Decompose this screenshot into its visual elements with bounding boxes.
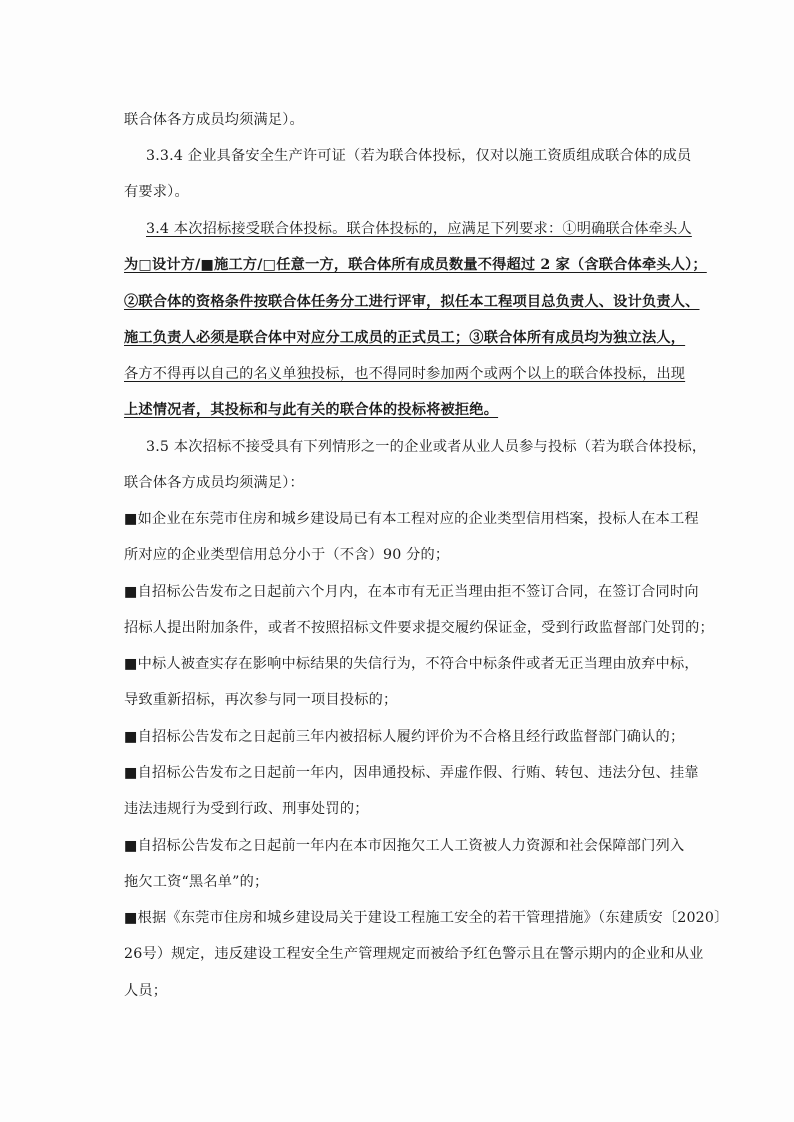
text-line: 施工负责人必须是联合体中对应分工成员的正式员工；③联合体所有成员均为独立法人， <box>124 330 686 346</box>
text-line: 各方不得再以自己的名义单独投标，也不得同时参加两个或两个以上的联合体投标，出现 <box>124 366 686 382</box>
bullet-item: ■自招标公告发布之日起前三年内被招标人履约评价为不合格且经行政监督部门确认的； <box>124 729 685 745</box>
text-line: 26号）规定，违反建设工程安全生产管理规定而被给予红色警示且在警示期内的企业和从业 <box>124 946 704 962</box>
text-line: 导致重新招标，再次参与同一项目投标的； <box>124 692 398 708</box>
bullet-item: ■如企业在东莞市住房和城乡建设局已有本工程对应的企业类型信用档案，投标人在本工程 <box>124 511 699 527</box>
text-line: 所对应的企业类型信用总分小于（不含）90 分的； <box>124 547 450 563</box>
text-line: 有要求）。 <box>124 184 189 200</box>
text-line: ②联合体的资格条件按联合体任务分工进行评审，拟任本工程项目总负责人、设计负责人、 <box>124 294 700 310</box>
text-line-clause-3-3-4: 3.3.4 企业具备安全生产许可证（若为联合体投标，仅对以施工资质组成联合体的成员 <box>146 148 692 164</box>
text-line: 为□设计方/■施工方/□任意一方，联合体所有成员数量不得超过 2 家（含联合体牵头人）； <box>124 257 707 273</box>
bullet-item: ■根据《东莞市住房和城乡建设局关于建设工程施工安全的若干管理措施》（东建质安〔2020〕 <box>124 910 729 926</box>
bullet-item: ■自招标公告发布之日起前一年内，因串通投标、弄虚作假、行贿、转包、违法分包、挂靠 <box>124 765 699 781</box>
text-line: 招标人提出附加条件，或者不按照招标文件要求提交履约保证金，受到行政监督部门处罚的； <box>124 620 714 636</box>
text-line-clause-3-5: 3.5 本次招标不接受具有下列情形之一的企业或者从业人员参与投标（若为联合体投标， <box>146 439 707 455</box>
text-line: 违法违规行为受到行政、刑事处罚的； <box>124 801 369 817</box>
text-line: 联合体各方成员均须满足）： <box>124 475 304 491</box>
bullet-item: ■自招标公告发布之日起前六个月内，在本市有无正当理由拒不签订合同，在签订合同时向 <box>124 584 699 600</box>
text-line: 联合体各方成员均须满足）。 <box>124 112 304 128</box>
text-line-clause-3-4: 3.4 本次招标接受联合体投标。联合体投标的，应满足下列要求：①明确联合体牵头人 <box>146 221 692 237</box>
text-line: 上述情况者，其投标和与此有关的联合体的投标将被拒绝。 <box>124 402 499 418</box>
bullet-item: ■中标人被查实存在影响中标结果的失信行为，不符合中标条件或者无正当理由放弃中标， <box>124 656 699 672</box>
text-line: 人员； <box>124 983 168 999</box>
text-line: 拖欠工资“黑名单”的； <box>124 874 269 890</box>
bullet-item: ■自招标公告发布之日起前一年内在本市因拖欠工人工资被人力资源和社会保障部门列入 <box>124 838 685 854</box>
